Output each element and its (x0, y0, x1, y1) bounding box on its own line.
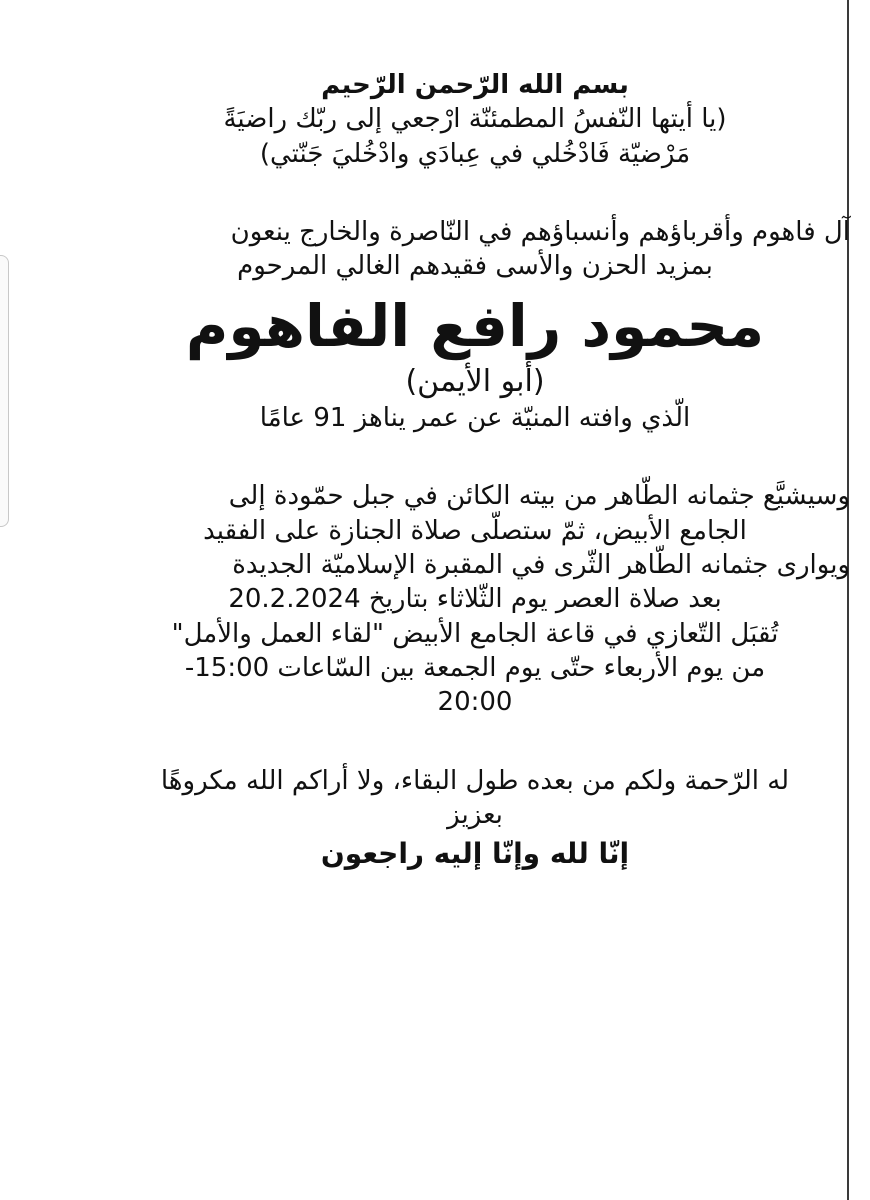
obituary-notice (100, 68, 850, 873)
side-scroll-tab[interactable] (0, 255, 9, 527)
funeral-line-2: الجامع الأبيض، ثمّ ستصلّى صلاة الجنازة على الفقيد (203, 515, 747, 546)
condolence-line-1: تُقبَل التّعازي في قاعة الجامع الأبيض "لقاء العمل والأمل" (171, 618, 779, 649)
funeral-date-line: بعد صلاة العصر يوم الثّلاثاء بتاريخ 20.2.2024 (228, 584, 722, 615)
verse-line-1: (يا أيتها النّفسُ المطمئنّة ارْجعي إلى ربّك راضيَةً (223, 104, 727, 135)
deceased-kunya: (أبو الأيمن) (405, 364, 545, 400)
announcement-line-1: آل فاهوم وأقرباؤهم وأنسباؤهم في النّاصرة والخارج ينعون (230, 216, 850, 247)
funeral-line-1: وسيشيَّع جثمانه الطّاهر من بيته الكائن في جبل حمّودة إلى (228, 481, 850, 512)
verse-line-2: مَرْضيّة فَادْخُلي في عِبادَي وادْخُليَ جَنّتي) (259, 138, 691, 169)
prayer-line-1: له الرّحمة ولكم من بعده طول البقاء، ولا أراكم الله مكروهًا (160, 765, 790, 796)
closing-phrase: إنّا لله وإنّا إليه راجعون (320, 837, 630, 871)
funeral-line-3: ويوارى جثمانه الطّاهر الثّرى في المقبرة الإسلاميّة الجديدة (232, 550, 850, 580)
condolence-line-2: من يوم الأربعاء حتّى يوم الجمعة بين السّاعات 15:00- (184, 652, 766, 683)
prayer-line-2: بعزيز (447, 799, 503, 830)
condolence-hours-end: 20:00 (437, 687, 513, 718)
deceased-name: محمود رافع الفاهوم (185, 291, 765, 360)
announcement-line-2: بمزيد الحزن والأسى فقيدهم الغالي المرحوم (237, 251, 713, 282)
age-line: الّذي وافته المنيّة عن عمر يناهز 91 عامًا (259, 403, 691, 434)
basmala: بسم الله الرّحمن الرّحيم (321, 70, 629, 100)
